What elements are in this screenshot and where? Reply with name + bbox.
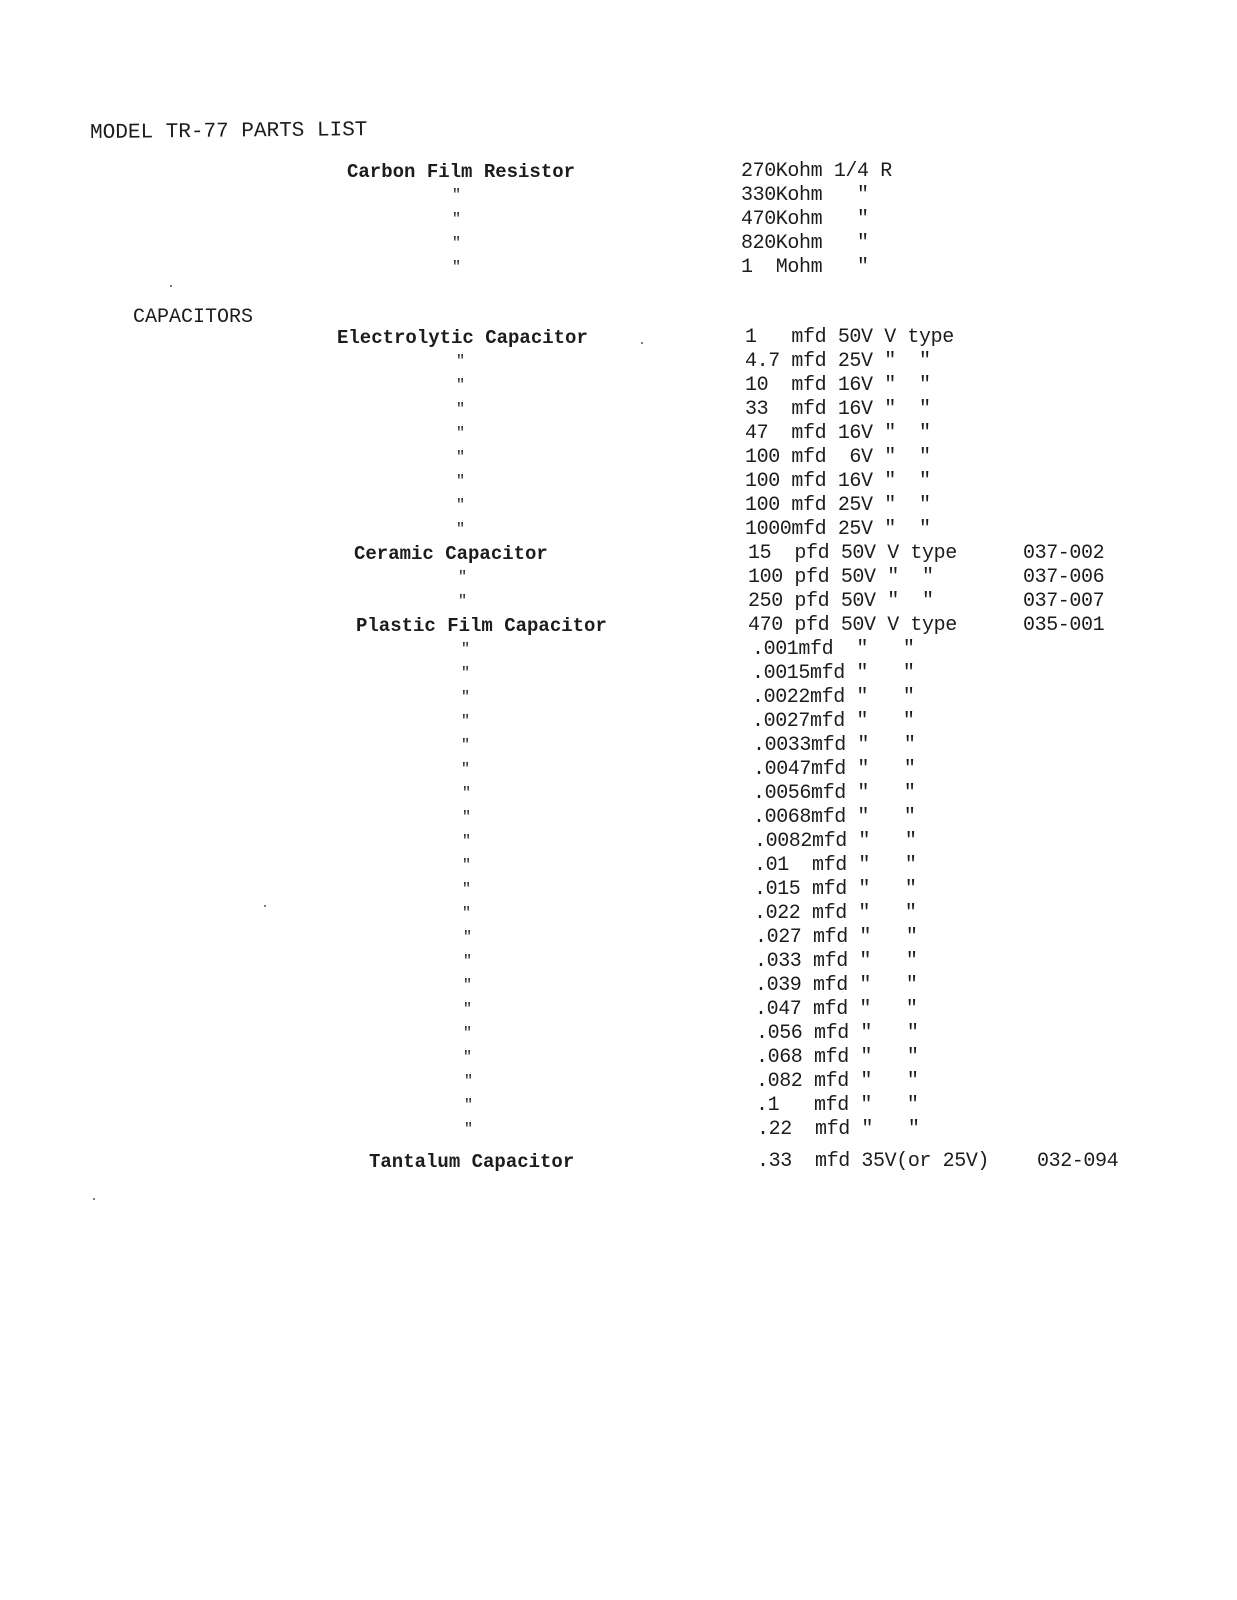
table-row: [0, 494, 1237, 518]
table-row: [0, 184, 1237, 208]
part-value: 100 mfd 16V " ": [745, 470, 931, 493]
table-row: [0, 950, 1237, 974]
part-value: .033 mfd " ": [755, 950, 918, 973]
table-row: [0, 398, 1237, 422]
part-description: Electrolytic Capacitor: [337, 327, 588, 349]
table-row: [0, 782, 1237, 806]
part-description: Ceramic Capacitor: [354, 543, 548, 565]
ditto-mark: ": [463, 1025, 473, 1042]
ditto-mark: ": [462, 809, 472, 826]
part-value: .056 mfd " ": [756, 1022, 919, 1045]
table-row: [0, 686, 1237, 710]
part-value: 4.7 mfd 25V " ": [745, 350, 931, 373]
table-row: [0, 422, 1237, 446]
ditto-mark: ": [452, 259, 462, 276]
ditto-mark: ": [456, 401, 466, 418]
part-value: .0068mfd " ": [753, 806, 916, 829]
table-row: [0, 926, 1237, 950]
part-value: 100 mfd 25V " ": [745, 494, 931, 517]
ditto-mark: ": [462, 857, 472, 874]
table-row: [0, 830, 1237, 854]
ditto-mark: ": [456, 449, 466, 466]
document-title: MODEL TR-77 PARTS LIST: [90, 119, 368, 145]
part-value: 33 mfd 16V " ": [745, 398, 931, 421]
table-row: [0, 232, 1237, 256]
part-value: 1 mfd 50V V type: [745, 326, 954, 349]
part-value: 470 pfd 50V V type: [748, 614, 957, 637]
part-value: 250 pfd 50V " ": [748, 590, 934, 613]
ditto-mark: ": [464, 1097, 474, 1114]
ditto-mark: ": [456, 425, 466, 442]
part-number: 037-006: [1023, 566, 1105, 589]
ditto-mark: ": [461, 761, 471, 778]
table-row: [0, 662, 1237, 686]
part-value: .022 mfd " ": [754, 902, 917, 925]
ditto-mark: ": [462, 905, 472, 922]
ditto-mark: ": [452, 187, 462, 204]
part-value: .082 mfd " ": [756, 1070, 919, 1093]
table-row: [0, 1022, 1237, 1046]
part-value: .039 mfd " ": [755, 974, 918, 997]
ditto-mark: ": [464, 1073, 474, 1090]
part-value: .22 mfd " ": [757, 1118, 920, 1141]
table-row: [0, 590, 1237, 614]
table-row: [0, 734, 1237, 758]
table-row: [0, 518, 1237, 542]
part-value: .001mfd " ": [752, 638, 915, 661]
table-row: [0, 1046, 1237, 1070]
ditto-mark: ": [461, 665, 471, 682]
part-value: .0047mfd " ": [753, 758, 916, 781]
ditto-mark: ": [463, 977, 473, 994]
part-number: 035-001: [1023, 614, 1105, 637]
part-value: 470Kohm ": [741, 208, 869, 231]
paper-speck: [264, 905, 266, 907]
ditto-mark: ": [464, 1121, 474, 1138]
part-value: 1 Mohm ": [741, 256, 869, 279]
table-row: [0, 614, 1237, 638]
ditto-mark: ": [462, 833, 472, 850]
part-value: 100 mfd 6V " ": [745, 446, 931, 469]
ditto-mark: ": [462, 785, 472, 802]
part-value: .0015mfd " ": [752, 662, 915, 685]
part-value: 100 pfd 50V " ": [748, 566, 934, 589]
part-value: 47 mfd 16V " ": [745, 422, 931, 445]
part-value: .01 mfd " ": [754, 854, 917, 877]
ditto-mark: ": [463, 953, 473, 970]
part-value: 10 mfd 16V " ": [745, 374, 931, 397]
part-description: Carbon Film Resistor: [347, 161, 576, 183]
ditto-mark: ": [463, 1001, 473, 1018]
table-row: [0, 710, 1237, 734]
table-row: [0, 208, 1237, 232]
ditto-mark: ": [456, 521, 466, 538]
ditto-mark: ": [456, 353, 466, 370]
part-value: .0082mfd " ": [754, 830, 917, 853]
part-value: .068 mfd " ": [756, 1046, 919, 1069]
part-description: Tantalum Capacitor: [369, 1151, 575, 1173]
ditto-mark: ": [462, 881, 472, 898]
part-value: .0056mfd " ": [753, 782, 916, 805]
paper-speck: [641, 342, 643, 344]
table-row: [0, 1094, 1237, 1118]
table-row: [0, 902, 1237, 926]
part-value: .0033mfd " ": [753, 734, 916, 757]
part-value: 1000mfd 25V " ": [745, 518, 931, 541]
ditto-mark: ": [461, 713, 471, 730]
table-row: [0, 638, 1237, 662]
paper-speck: [170, 285, 172, 287]
ditto-mark: ": [456, 473, 466, 490]
part-value: 330Kohm ": [741, 184, 869, 207]
part-value: 270Kohm 1/4 R: [741, 160, 892, 183]
part-value: .047 mfd " ": [755, 998, 918, 1021]
part-number: 032-094: [1037, 1150, 1119, 1173]
table-row: [0, 1150, 1237, 1174]
part-value: .33 mfd 35V(or 25V): [757, 1150, 990, 1173]
ditto-mark: ": [452, 235, 462, 252]
table-row: [0, 350, 1237, 374]
ditto-mark: ": [458, 593, 468, 610]
ditto-mark: ": [461, 737, 471, 754]
table-row: [0, 566, 1237, 590]
section-heading-capacitors: CAPACITORS: [133, 306, 254, 329]
part-value: 820Kohm ": [741, 232, 869, 255]
part-value: 15 pfd 50V V type: [748, 542, 957, 565]
table-row: [0, 878, 1237, 902]
table-row: [0, 806, 1237, 830]
table-row: [0, 446, 1237, 470]
table-row: [0, 854, 1237, 878]
table-row: [0, 998, 1237, 1022]
table-row: [0, 542, 1237, 566]
part-number: 037-002: [1023, 542, 1105, 565]
ditto-mark: ": [458, 569, 468, 586]
table-row: [0, 326, 1237, 350]
ditto-mark: ": [461, 641, 471, 658]
ditto-mark: ": [456, 377, 466, 394]
part-value: .0022mfd " ": [752, 686, 915, 709]
part-value: .027 mfd " ": [755, 926, 918, 949]
ditto-mark: ": [463, 929, 473, 946]
table-row: [0, 160, 1237, 184]
part-value: .1 mfd " ": [756, 1094, 919, 1117]
table-row: [0, 758, 1237, 782]
table-row: [0, 374, 1237, 398]
table-row: [0, 974, 1237, 998]
part-number: 037-007: [1023, 590, 1105, 613]
table-row: [0, 256, 1237, 280]
part-value: .0027mfd " ": [752, 710, 915, 733]
ditto-mark: ": [456, 497, 466, 514]
part-value: .015 mfd " ": [754, 878, 917, 901]
part-description: Plastic Film Capacitor: [356, 615, 607, 637]
ditto-mark: ": [463, 1049, 473, 1066]
table-row: [0, 1118, 1237, 1142]
table-row: [0, 1070, 1237, 1094]
ditto-mark: ": [452, 211, 462, 228]
table-row: [0, 470, 1237, 494]
ditto-mark: ": [461, 689, 471, 706]
paper-speck: [93, 1198, 95, 1200]
